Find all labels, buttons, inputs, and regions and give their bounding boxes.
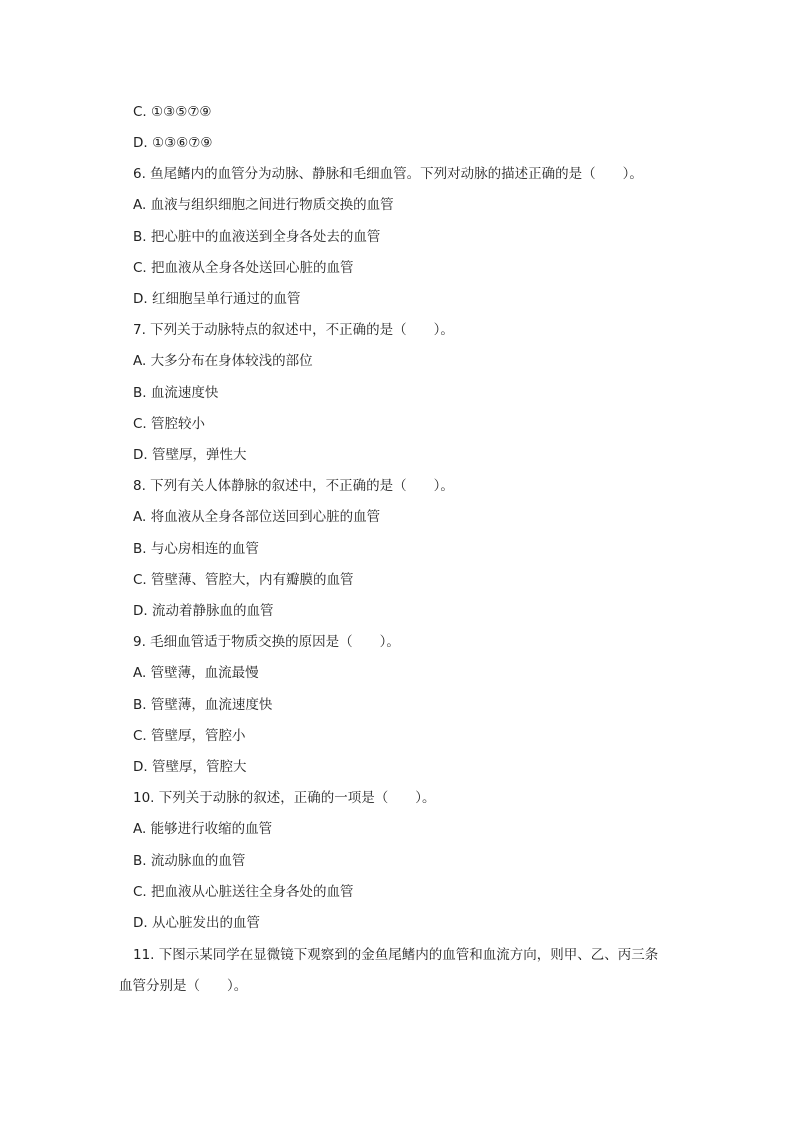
option-b-q6: B. 把心脏中的血液送到全身各处去的血管	[133, 229, 381, 245]
question-10: 10. 下列关于动脉的叙述，正确的一项是（ ）。	[133, 790, 436, 806]
question-11-continued: 血管分别是（ ）。	[119, 978, 248, 994]
option-c-q10: C. 把血液从心脏送往全身各处的血管	[133, 884, 354, 900]
option-d-q5: D. ①③⑥⑦⑨	[133, 135, 213, 151]
option-d-q10: D. 从心脏发出的血管	[133, 915, 260, 931]
option-d-q9: D. 管壁厚，管腔大	[133, 759, 247, 775]
option-a-q8: A. 将血液从全身各部位送回到心脏的血管	[133, 509, 381, 525]
option-a-q9: A. 管壁薄，血流最慢	[133, 665, 259, 681]
question-11: 11. 下图示某同学在显微镜下观察到的金鱼尾鳍内的血管和血流方向，则甲、乙、丙三条	[133, 947, 659, 963]
option-a-q10: A. 能够进行收缩的血管	[133, 821, 273, 837]
option-b-q9: B. 管壁薄，血流速度快	[133, 697, 273, 713]
question-8: 8. 下列有关人体静脉的叙述中，不正确的是（ ）。	[133, 478, 454, 494]
option-d-q7: D. 管壁厚，弹性大	[133, 447, 247, 463]
option-a-q6: A. 血液与组织细胞之间进行物质交换的血管	[133, 197, 394, 213]
option-a-q7: A. 大多分布在身体较浅的部位	[133, 353, 313, 369]
option-c-q9: C. 管壁厚，管腔小	[133, 728, 246, 744]
question-7: 7. 下列关于动脉特点的叙述中，不正确的是（ ）。	[133, 322, 454, 338]
question-6: 6. 鱼尾鳍内的血管分为动脉、静脉和毛细血管。下列对动脉的描述正确的是（ ）。	[133, 166, 643, 182]
option-b-q8: B. 与心房相连的血管	[133, 541, 259, 557]
option-c-q5: C. ①③⑤⑦⑨	[133, 104, 212, 120]
option-c-q7: C. 管腔较小	[133, 416, 206, 432]
option-c-q8: C. 管壁薄、管腔大，内有瓣膜的血管	[133, 572, 354, 588]
option-d-q6: D. 红细胞呈单行通过的血管	[133, 291, 301, 307]
option-d-q8: D. 流动着静脉血的血管	[133, 603, 274, 619]
option-c-q6: C. 把血液从全身各处送回心脏的血管	[133, 260, 354, 276]
question-9: 9. 毛细血管适于物质交换的原因是（ ）。	[133, 634, 400, 650]
option-b-q10: B. 流动脉血的血管	[133, 853, 246, 869]
option-b-q7: B. 血流速度快	[133, 385, 219, 401]
